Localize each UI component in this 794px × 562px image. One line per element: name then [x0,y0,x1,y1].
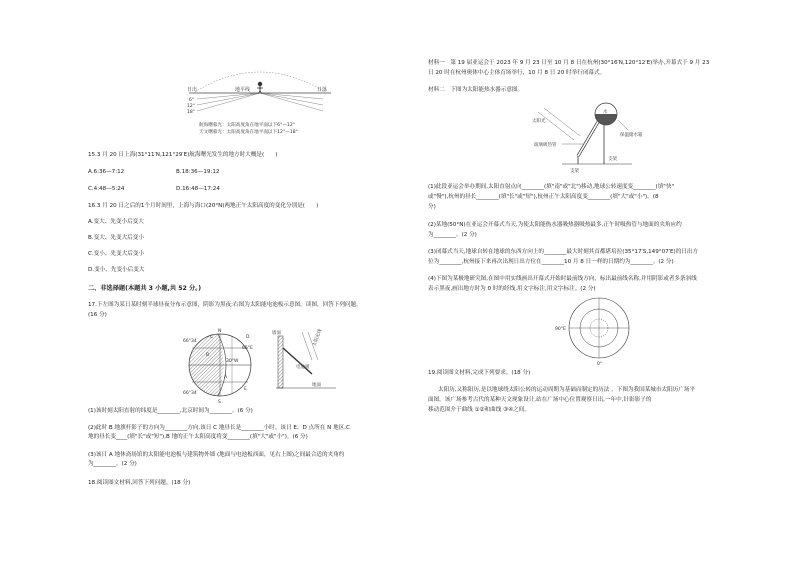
q15-stem: 15.3 月 20 日上海(31°11′N,121°29′E)航海曙光发生的地方时大概是( ) [88,152,278,158]
point-a-label: A [224,375,228,380]
material2-text: 材料二 下图为太阳能热水器示意图。 [428,87,524,93]
tubes-label: 玻璃吸热管 [534,143,557,148]
lon-90e-label: 90°E [555,327,566,332]
q17-part3-line1: (3)该日 A 地休斋场馆的太阳能电池板与建筑物外墙 (地面与电池板西面，见右上图)之间最合适的夹角约 [88,452,345,458]
deg12-label: 12° [187,104,195,109]
q16-option-a: A.变大、先变小后变大 [88,219,144,225]
q16-stem: 16.3 月 20 日之后的1个月时间里，上海与海口(20°N)两地正午太阳高度的变化分别是( ) [88,203,319,209]
lon-west-label: 30°W [226,359,239,364]
q18-part4-line1: (4)下图为某极地研究图,在图中用实线画出开幕式开始时最前线方向，标出最前线名称,并用阴影或者多条斜线 [428,276,697,282]
q18-part3-line1: (3)闭幕式当天,地球自转在地球的东西方向上的________最大时刻其首都堪培拉(35°17′S,149°07′E)的日出方 [428,249,699,255]
lon-east-label: 65°E [242,346,253,351]
q16-option-d: D.变小、先变小后变大 [88,267,145,273]
point-d-label: D [246,335,250,340]
q17-part2-line2: 地的昼长变____(填"长"或"短"),B 地的正午太阳高度将变________(填"大"或"小")。(6 分) [88,434,308,440]
hemisphere-diagram [180,326,260,404]
solar-heater-diagram [532,100,662,178]
q18-part1-line3: 分) [428,204,436,210]
section-heading: 二、非选择题(本题共 3 小题,共 52 分。) [88,285,202,292]
q18-part2-line1: (2)某地(50°N)在亚运会开幕式当天,为使太阳能热水器吸热器吸热最多,正午时吸热管与地面的夹角应约 [428,222,682,228]
sunlight-label: 太阳光 [532,119,546,124]
q16-option-b: B.变大、先变大后变小 [88,235,144,241]
q15-option-c: C.4:48—5:24 [88,186,125,192]
solar-panel-diagram [272,330,338,392]
q18-part1-line1: (1)此段亚运会举办期间,太阳直射点向________(填"南"或"北")移动,地球公转速度变________(填"快" [428,184,675,190]
sun-ray-label: 太阳光线 [312,328,324,348]
deg18-label: 18° [187,110,195,115]
q17-part1: (1)该时刻太阳直射的纬度是________,北京时间为________。(6 分) [88,408,253,414]
wall-label: 墙面 [272,331,281,336]
polar-diagram [555,294,639,368]
q18-part4-line2: 表示黑夜,画出地方时为 0 时的经线,用文字标注,用文字标注。(2 分) [428,286,596,292]
lon-zero-label: 0° [597,362,603,367]
q18-part2-line2: 为________。(2 分) [428,232,477,238]
south-label: S [218,400,221,405]
point-c-label: C [210,335,214,340]
bracket-label-right: 支架 [608,157,617,162]
q15-option-d: D.16:48—17:24 [176,186,220,192]
q19-text-line1: 太阳历,又称阳历,是以地球绕太阳公转的运动周期为基础而制定的历法 。下图为我国某城市太阳历广场平 [438,387,696,393]
lat-south-label: 66°34′ [183,391,198,396]
bracket-label-left: 支架 [570,169,579,174]
deg6-label: 6° [189,98,195,103]
ground-label: 地面 [312,383,321,388]
twilight-diagram [185,66,335,146]
q17-points: (16 分) [88,312,107,318]
legend-astronomical: 天文曙暮光：太阳高度角在地平面以下12°—18° [199,130,298,135]
q17-part3-line2: 为________。(2 分) [88,461,137,467]
q19-text-line3: 移动范围介于曲线 ①②和曲线 ③④之间。 [428,407,530,413]
material1-line2: 日 20 时在杭州奥体中心主体育场举行，10 月 8 日 20 时举行闭幕式。 [428,70,606,76]
point-e-label: E [244,387,247,392]
tank-label: 保温储水箱 [620,133,643,138]
q18-stem: 18.阅读图文材料,回答下列问题。(18 分) [88,480,191,486]
q18-part3-line2: 位为________,杭州接下来再次出现日出方位在________10 月 8 日一样的日期约为________。(2 分) [428,259,674,265]
water-label: 水 [603,110,608,115]
point-b-label: B [206,353,210,358]
q15-option-b: B.18:36—19:12 [176,169,220,175]
q18-part1-line2: 或"慢"),杭州的昼长________(填"长"或"短"),杭州正午太阳高度变________(填"大"或"小")。(8 [428,194,659,200]
q17-part2-line1: (2)此时 B 地旗杆影子的方向为________方向,该日 C 地昼长是________小时。该日 E、D 点所在 N 地区,C [88,425,350,431]
q19-stem: 19.阅读图文材料,完成下列要求。(18 分) [428,370,531,376]
sunrise-label: 日出 [187,87,198,93]
legend-nautical: 航海曙暮光：太阳高度角在地平面以下6°—12° [199,123,296,128]
material1-line1: 材料一 第 19 届亚运会于 2023 年 9 月 23 日至 10 月 8 日在杭州(30°16′N,120°12′E)举办,开幕式于 9 月 23 [428,60,710,66]
horizon-label: 地平线 [235,87,251,93]
q15-option-a: A.6:36—7:12 [88,169,125,175]
north-label: N [218,329,222,334]
lat-north-label: 66°34′ [183,339,198,344]
panel-label: 电池板 [296,365,310,370]
q17-stem: 17.下左图为某日某时刻半球昼夜分布示意图，阴影为黑夜;右图为太阳能电池板示意图。读图，回答下列问题。 [88,302,362,308]
sunset-label: 日落 [317,87,328,93]
q19-text-line2: 面图。该广场参考古代的某种天文现象设计,站在广场中心位置观察日出,一年中,针影影子的 [428,397,652,403]
q16-option-c: C.变小、先变大后变小 [88,251,145,257]
